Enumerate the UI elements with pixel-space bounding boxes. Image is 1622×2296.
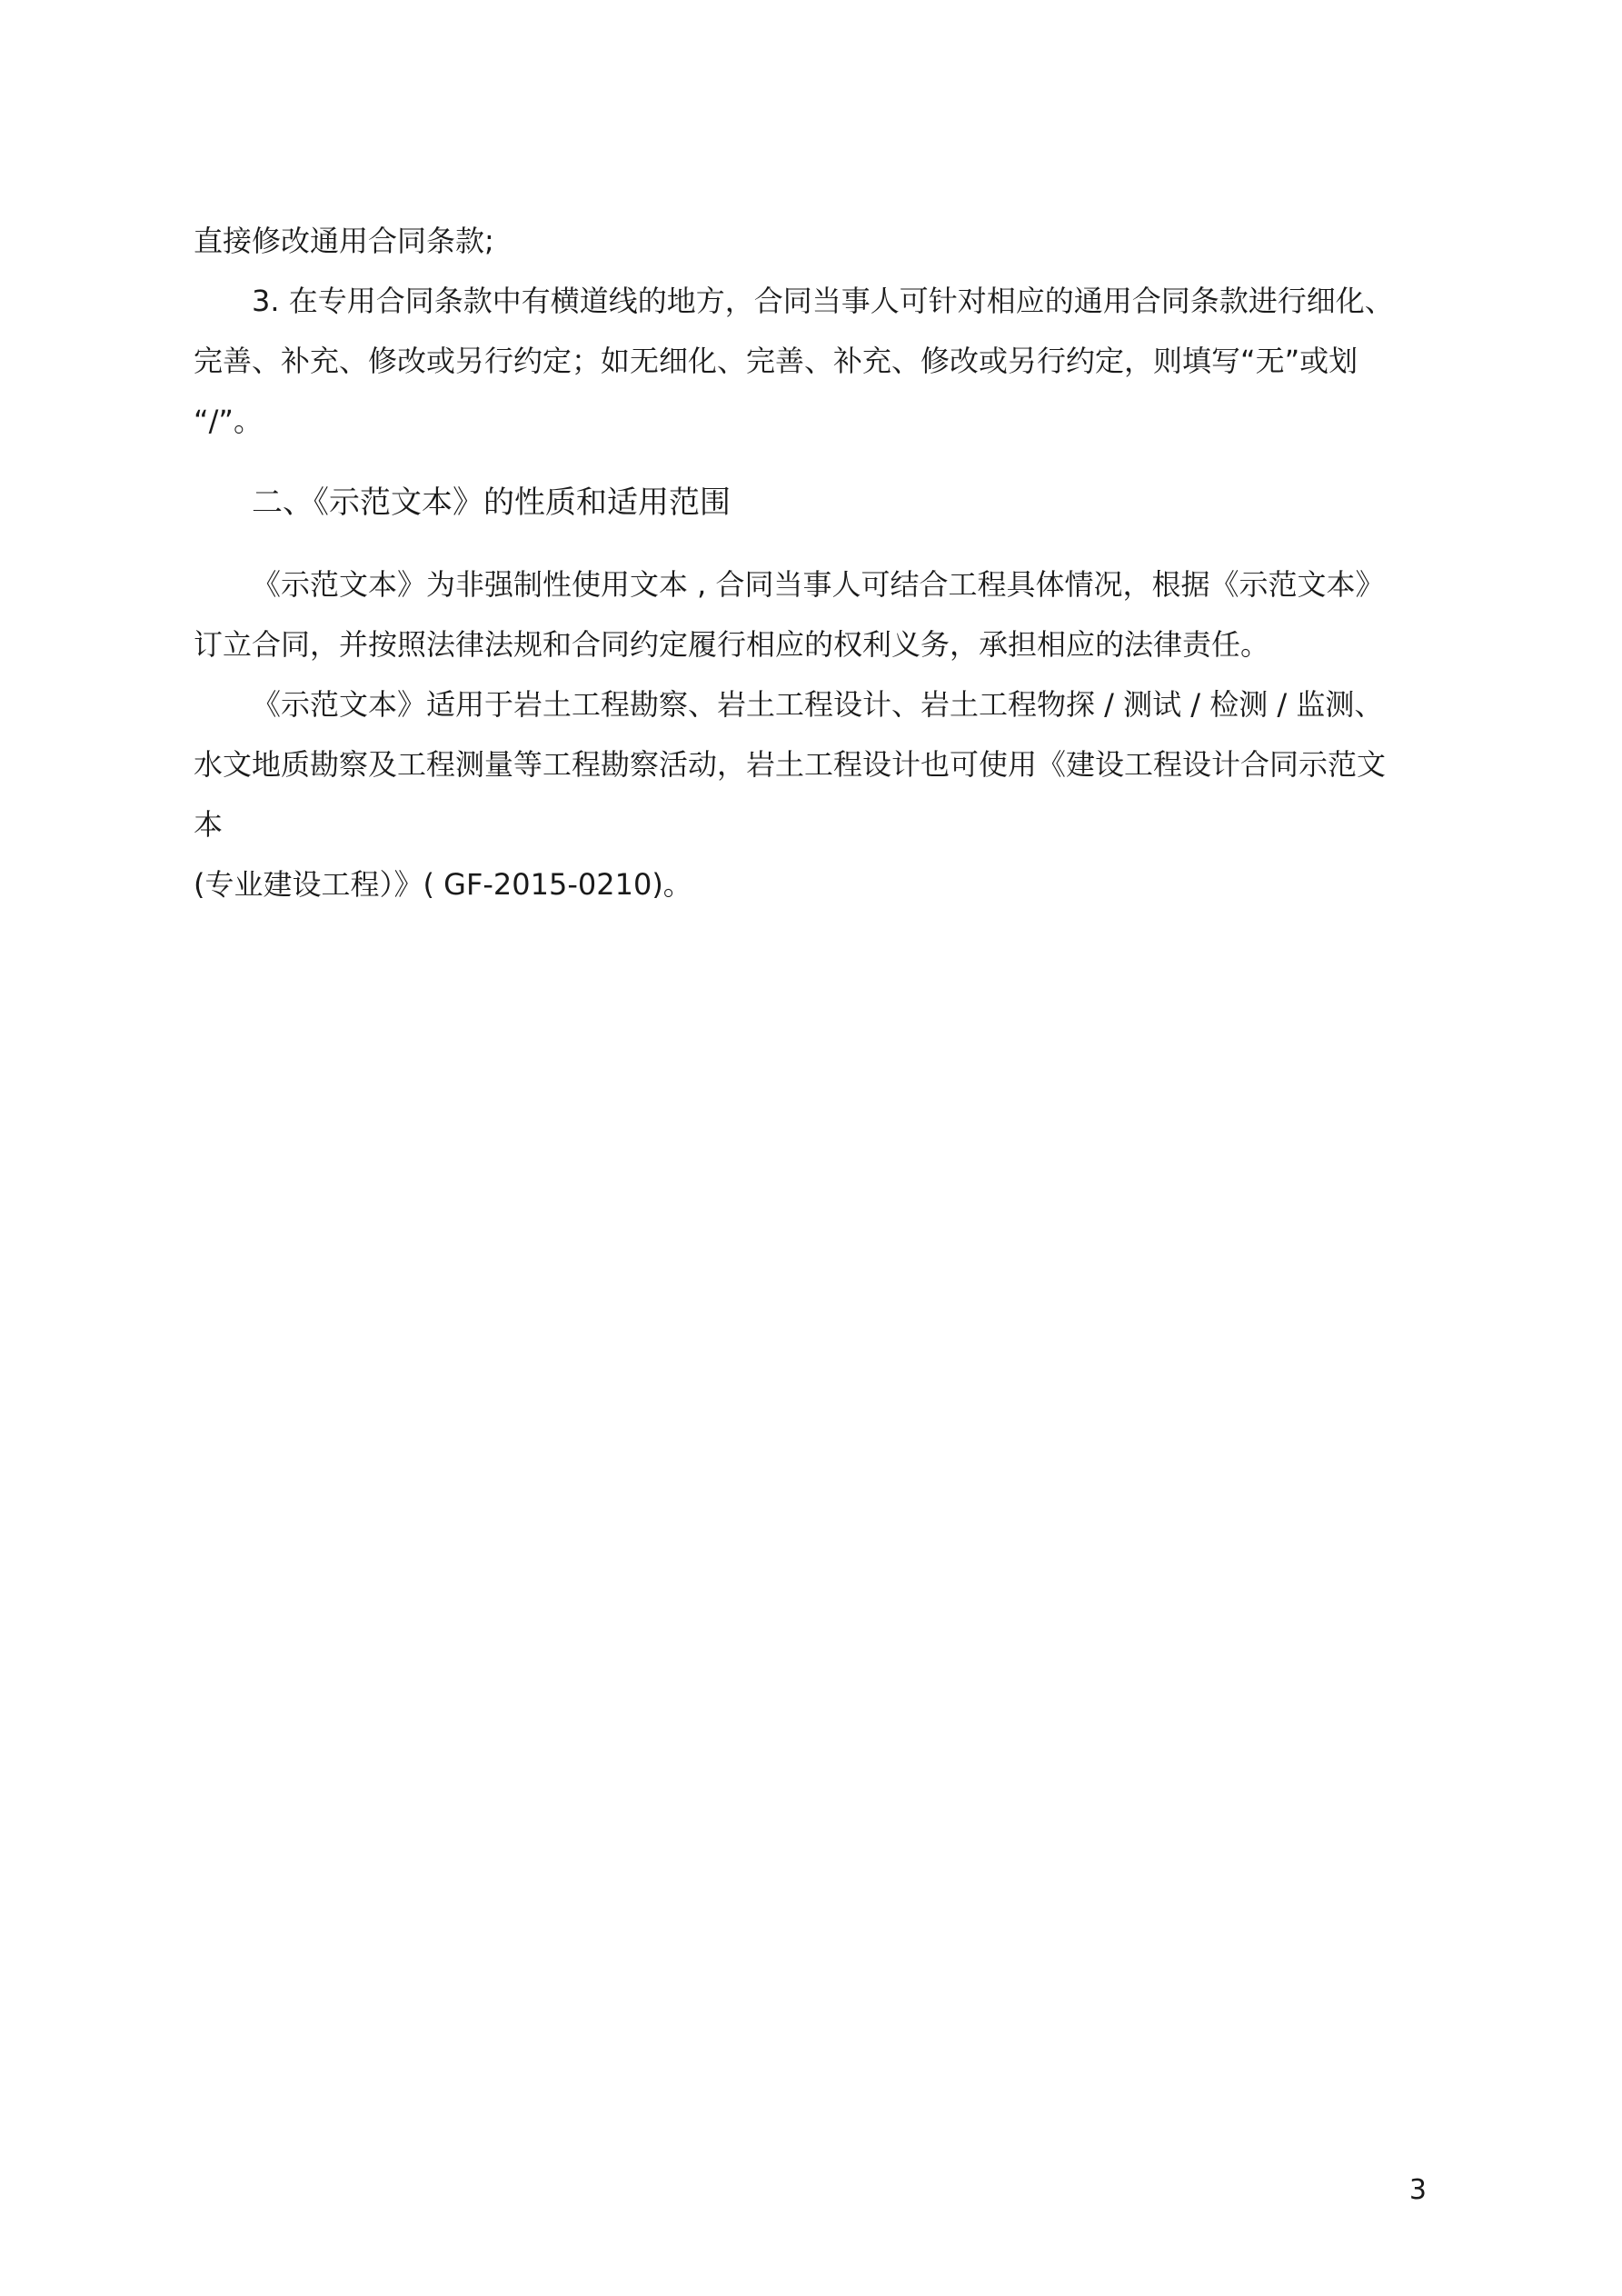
paragraph-4-line-3: 本 xyxy=(194,807,224,842)
paragraph-3-line-1: 《示范文本》为非强制性使用文本 , 合同当事人可结合工程具体情况，根据《示范文本》 xyxy=(252,567,1385,602)
paragraph-3-line-2: 订立合同，并按照法律法规和合同约定履行相应的权利义务，承担相应的法律责任。 xyxy=(194,627,1270,662)
paragraph-4-line-4: (专业建设工程）》( GF-2015-0210)。 xyxy=(194,867,692,902)
page-number: 3 xyxy=(1408,2174,1427,2206)
paragraph-4-line-2: 水文地质勘察及工程测量等工程勘察活动，岩土工程设计也可使用《建设工程设计合同示范文 xyxy=(194,747,1387,782)
paragraph-2-line-1: 3. 在专用合同条款中有横道线的地方，合同当事人可针对相应的通用合同条款进行细化、 xyxy=(252,284,1394,318)
document-body xyxy=(194,211,1438,914)
paragraph-2-line-2: 完善、补充、修改或另行约定；如无细化、完善、补充、修改或另行约定，则填写“无”或划 xyxy=(194,344,1358,378)
section-heading: 二、《示范文本》的性质和适用范围 xyxy=(252,484,731,521)
paragraph-1-line-1: 直接修改通用合同条款; xyxy=(194,224,494,258)
paragraph-4-line-1: 《示范文本》适用于岩土工程勘察、岩土工程设计、岩土工程物探 / 测试 / 检测 / 监测、 xyxy=(252,687,1384,722)
paragraph-2-line-3: “/”。 xyxy=(194,404,263,438)
